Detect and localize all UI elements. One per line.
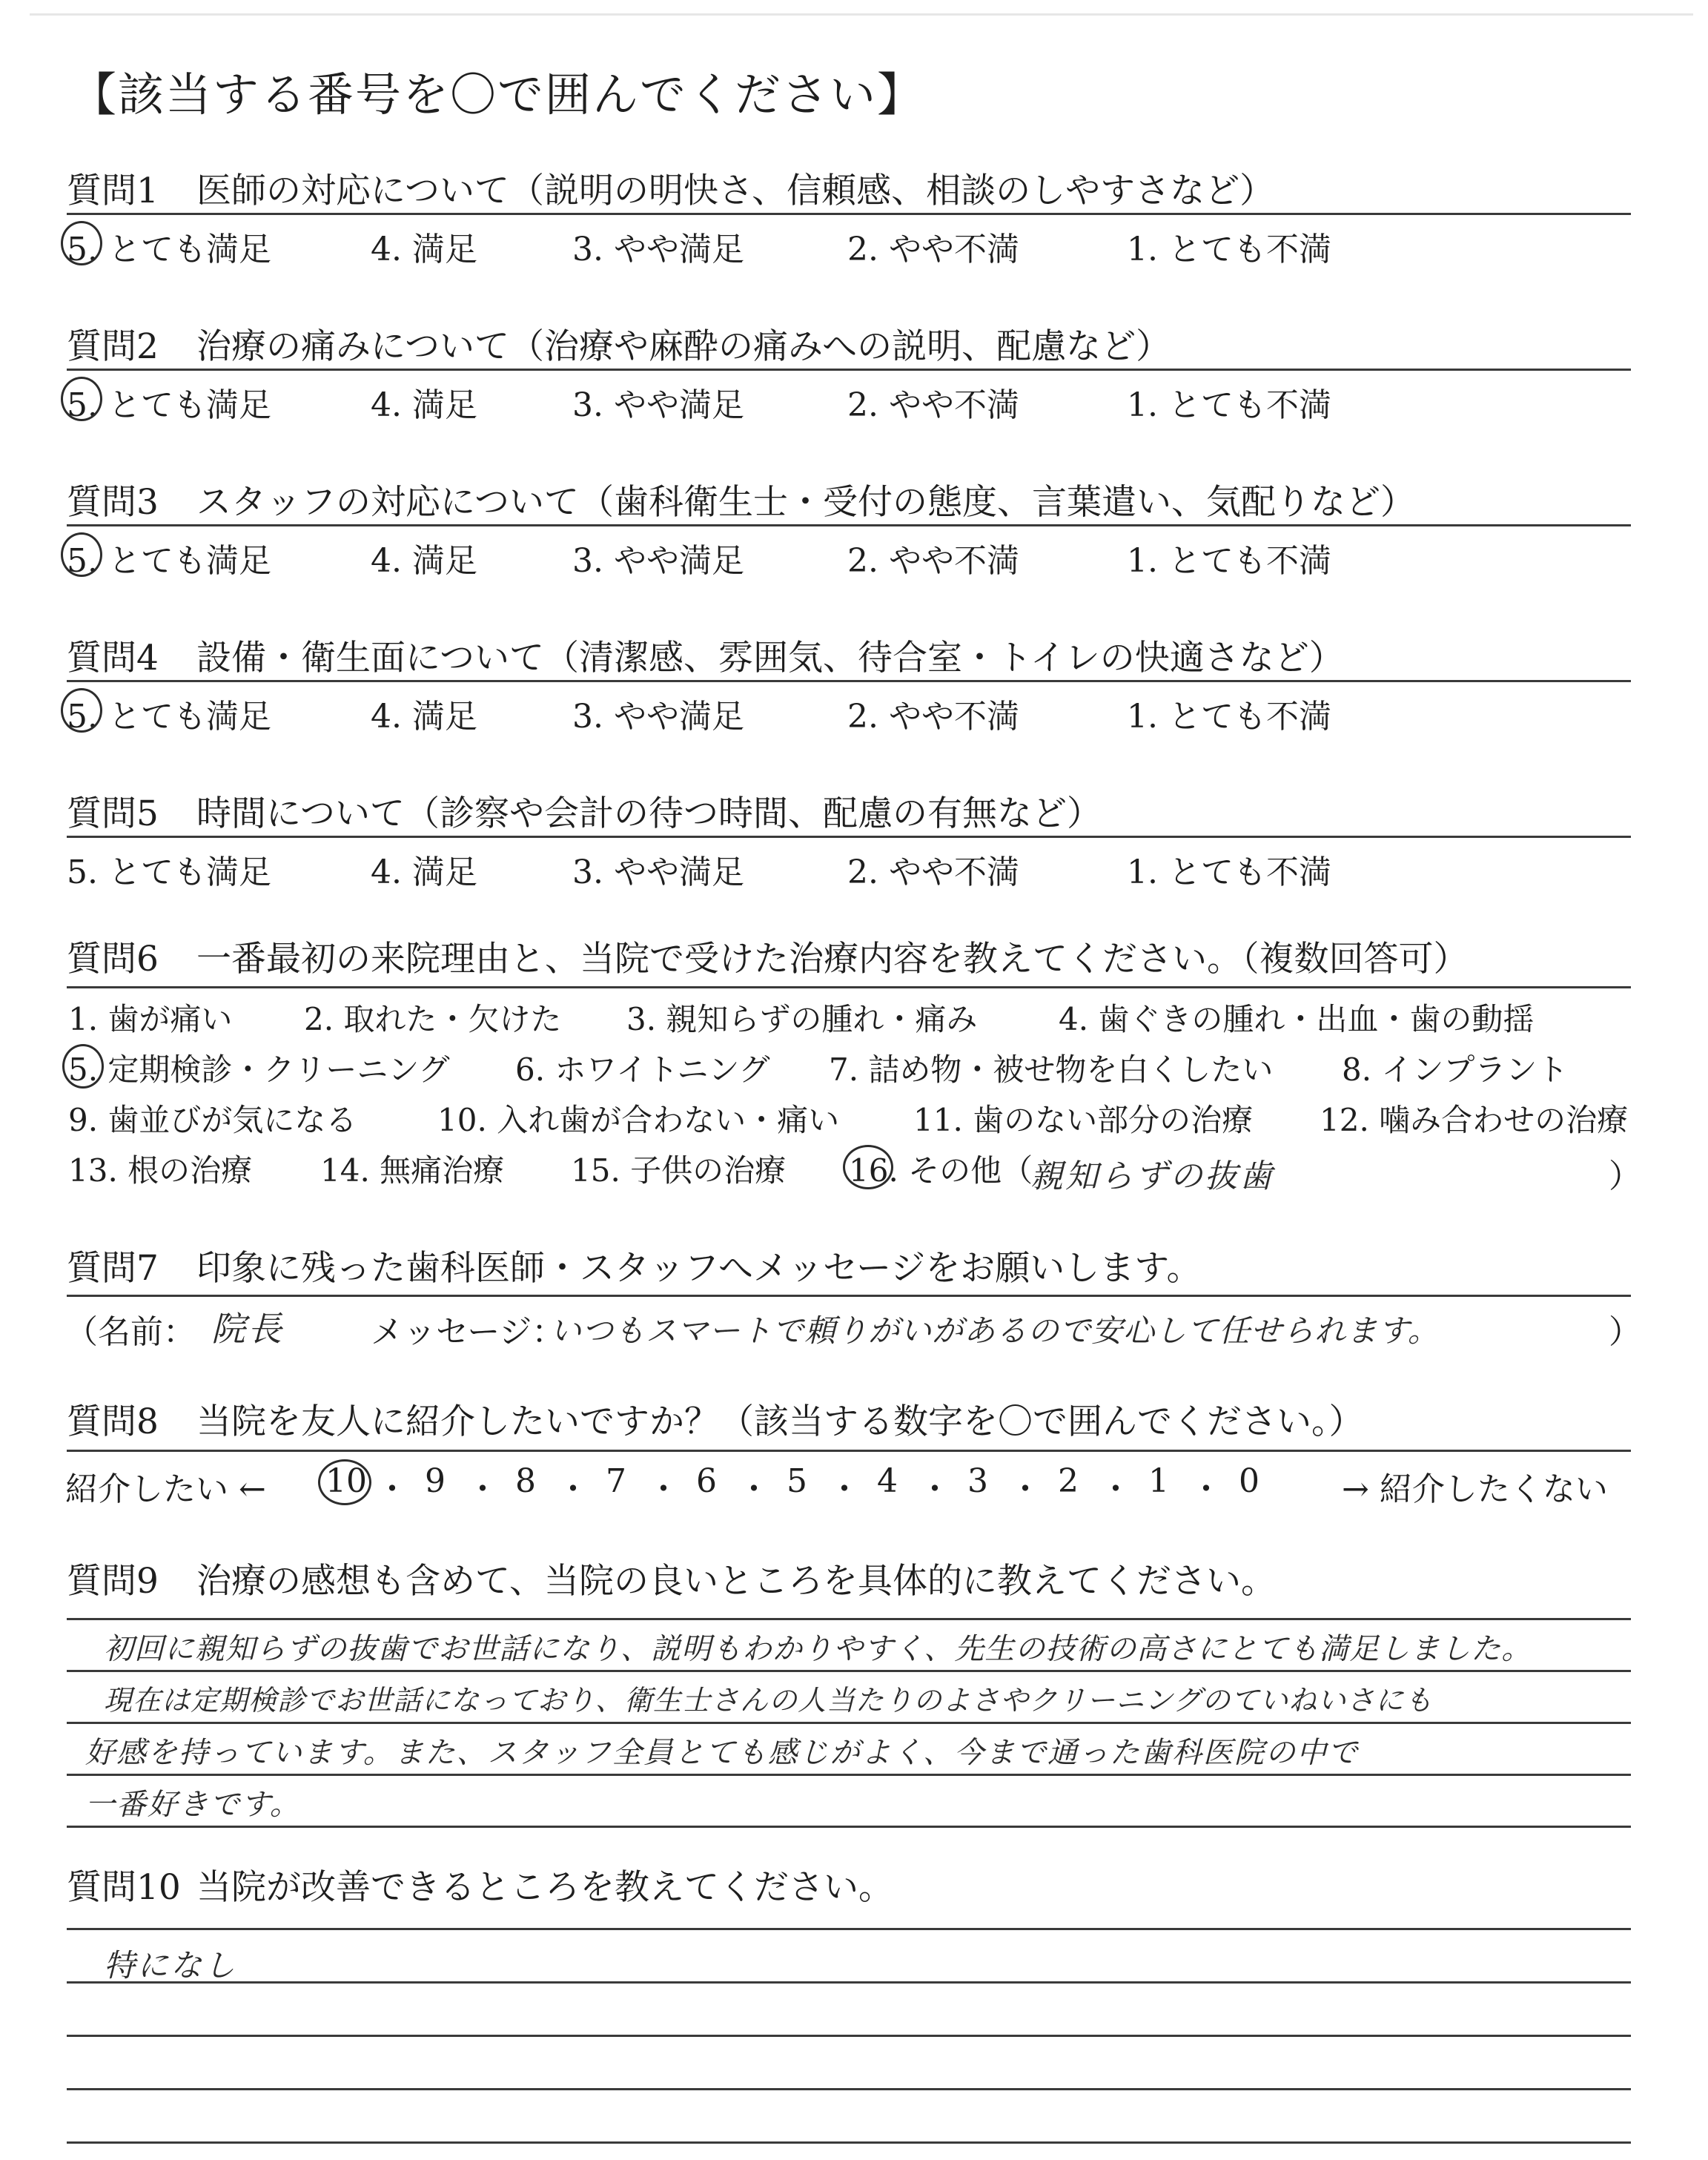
writing-line — [67, 1618, 1631, 1620]
treatment-option[interactable]: 15. 子供の治療 — [571, 1152, 787, 1189]
question-5-number: 質問5 — [67, 793, 159, 834]
scale-value[interactable]: 2 — [1058, 1462, 1079, 1500]
rating-option[interactable]: 3. やや満足 — [572, 542, 744, 580]
scale-separator: ・ — [466, 1470, 499, 1508]
question-7-close-paren: ） — [1609, 1313, 1641, 1351]
question-9-number: 質問9 — [67, 1561, 159, 1602]
rating-option[interactable]: 5. とても満足 — [67, 853, 271, 891]
treatment-option[interactable]: 2. 取れた・欠けた — [304, 1001, 562, 1037]
selection-circle — [61, 221, 102, 265]
question-8-number: 質問8 — [67, 1401, 159, 1442]
rating-option[interactable]: 5. とても満足 — [67, 542, 271, 580]
scale-separator: ・ — [918, 1470, 951, 1508]
treatment-option[interactable]: 1. 歯が痛い — [68, 1001, 233, 1037]
rating-option[interactable]: 5. とても満足 — [67, 386, 271, 424]
scale-value[interactable]: 5 — [787, 1462, 807, 1500]
selection-circle — [61, 532, 102, 577]
scale-separator: ・ — [1099, 1470, 1132, 1508]
rating-option[interactable]: 1. とても不満 — [1127, 853, 1331, 891]
rating-option[interactable]: 2. やや不満 — [847, 853, 1019, 891]
question-3-number: 質問3 — [67, 482, 159, 523]
question-2 — [67, 320, 1631, 374]
selection-circle — [61, 688, 102, 733]
scale-separator: ・ — [1190, 1470, 1222, 1508]
question-2-rule — [67, 369, 1631, 371]
question-6-number: 質問6 — [67, 939, 159, 980]
rating-option[interactable]: 1. とても不満 — [1127, 698, 1331, 736]
writing-line — [67, 2035, 1631, 2037]
name-answer: 院長 — [211, 1309, 284, 1349]
treatment-option[interactable]: 3. 親知らずの腫れ・痛み — [626, 1001, 978, 1037]
rating-option[interactable]: 4. 満足 — [371, 231, 477, 268]
question-10-number: 質問10 — [67, 1867, 181, 1908]
rating-option[interactable]: 4. 満足 — [371, 386, 477, 424]
rating-option[interactable]: 1. とても不満 — [1127, 231, 1331, 268]
question-4-text: 設備・衛生面について（清潔感、雰囲気、待合室・トイレの快適さなど） — [196, 638, 1344, 678]
scale-separator: ・ — [1009, 1470, 1042, 1508]
treatment-option[interactable]: 5. 定期検診・クリーニング — [68, 1051, 450, 1088]
selection-circle — [843, 1145, 893, 1189]
question-7-number: 質問7 — [67, 1248, 159, 1289]
rating-option[interactable]: 2. やや不満 — [847, 698, 1019, 736]
scale-separator: ・ — [376, 1470, 408, 1508]
treatment-option[interactable]: 11. 歯のない部分の治療 — [913, 1102, 1254, 1138]
q10-answer-line: 特になし — [104, 1947, 238, 1984]
scale-value[interactable]: 8 — [515, 1462, 536, 1500]
question-6-rule — [67, 986, 1631, 988]
question-4-number: 質問4 — [67, 638, 159, 678]
q9-answer-line: 好感を持っています。また、スタッフ全員とても感じがよく、今まで通った歯科医院の中で — [85, 1736, 1359, 1770]
question-5 — [67, 787, 1631, 841]
treatment-option[interactable]: 16. その他（ — [849, 1152, 1033, 1189]
question-2-text: 治療の痛みについて（治療や麻酔の痛みへの説明、配慮など） — [196, 326, 1171, 367]
question-10-text: 当院が改善できるところを教えてください。 — [196, 1867, 893, 1908]
writing-line — [67, 1722, 1631, 1724]
scale-value[interactable]: 4 — [877, 1462, 898, 1500]
scale-separator: ・ — [828, 1470, 861, 1508]
rating-option[interactable]: 3. やや満足 — [572, 853, 744, 891]
form-header: 【該当する番号を〇で囲んでください】 — [70, 67, 925, 122]
scale-value[interactable]: 7 — [606, 1462, 626, 1500]
writing-line — [67, 2088, 1631, 2090]
treatment-option[interactable]: 14. 無痛治療 — [320, 1152, 505, 1189]
scale-left-label: 紹介したい ← — [65, 1470, 266, 1508]
question-7-text: 印象に残った歯科医師・スタッフへメッセージをお願いします。 — [196, 1248, 1202, 1289]
writing-line — [67, 1670, 1631, 1672]
q9-answer-line: 初回に親知らずの抜歯でお世話になり、説明もわかりやすく、先生の技術の高さにとても満足しました。 — [104, 1632, 1532, 1666]
scale-value[interactable]: 3 — [967, 1462, 988, 1500]
question-3-rule — [67, 524, 1631, 526]
q9-answer-line: 現在は定期検診でお世話になっており、衛生士さんの人当たりのよさやクリーニングのていねいさにも — [104, 1684, 1434, 1717]
question-10 — [67, 1861, 1631, 1915]
question-4 — [67, 632, 1631, 685]
rating-option[interactable]: 1. とても不満 — [1127, 386, 1331, 424]
selection-circle — [318, 1459, 371, 1505]
question-1 — [67, 165, 1631, 218]
treatment-option[interactable]: 12. 噛み合わせの治療 — [1320, 1102, 1629, 1138]
rating-option[interactable]: 2. やや不満 — [847, 542, 1019, 580]
scale-value[interactable]: 9 — [425, 1462, 446, 1500]
writing-line — [67, 1981, 1631, 1984]
scale-value[interactable]: 6 — [696, 1462, 717, 1500]
question-7-rule — [67, 1295, 1631, 1297]
q9-answer-line: 一番好きです。 — [85, 1788, 301, 1822]
rating-option[interactable]: 5. とても満足 — [67, 698, 271, 736]
question-4-rule — [67, 680, 1631, 682]
rating-option[interactable]: 2. やや不満 — [847, 231, 1019, 268]
scale-value[interactable]: 10 — [325, 1462, 367, 1500]
rating-option[interactable]: 2. やや不満 — [847, 386, 1019, 424]
question-7 — [67, 1242, 1631, 1295]
question-6 — [67, 933, 1631, 986]
message-answer: いつもスマートで頼りがいがあるので安心して任せられます。 — [550, 1312, 1440, 1349]
rating-option[interactable]: 5. とても満足 — [67, 231, 271, 268]
question-5-text: 時間について（診察や会計の待つ時間、配慮の有無など） — [196, 793, 1102, 834]
treatment-option[interactable]: 13. 根の治療 — [68, 1152, 253, 1189]
treatment-option[interactable]: 7. 詰め物・被せ物を白くしたい — [829, 1051, 1274, 1088]
message-label: メッセージ： — [371, 1313, 565, 1351]
rating-option[interactable]: 4. 満足 — [371, 698, 477, 736]
selection-circle — [61, 377, 102, 421]
scale-separator: ・ — [647, 1470, 680, 1508]
scale-separator: ・ — [557, 1470, 589, 1508]
question-2-number: 質問2 — [67, 326, 159, 367]
treatment-option[interactable]: 6. ホワイトニング — [515, 1051, 770, 1088]
selection-circle — [62, 1044, 104, 1089]
question-5-rule — [67, 836, 1631, 838]
question-8-text: 当院を友人に紹介したいですか？（該当する数字を〇で囲んでください。） — [196, 1401, 1364, 1442]
scale-value[interactable]: 1 — [1148, 1462, 1169, 1500]
writing-line — [67, 1774, 1631, 1776]
question-1-rule — [67, 213, 1631, 215]
writing-line — [67, 1928, 1631, 1930]
treatment-option[interactable]: 4. 歯ぐきの腫れ・出血・歯の動揺 — [1059, 1001, 1535, 1037]
treatment-option[interactable]: 10. 入れ歯が合わない・痛い — [437, 1102, 840, 1138]
scale-value[interactable]: 0 — [1239, 1462, 1260, 1500]
question-9 — [67, 1555, 1631, 1608]
writing-line — [67, 2141, 1631, 2144]
question-6-other-answer: 親知らずの抜歯 — [1030, 1157, 1274, 1195]
top-border — [30, 13, 1693, 16]
scale-separator: ・ — [738, 1470, 770, 1508]
rating-option[interactable]: 4. 満足 — [371, 542, 477, 580]
question-3 — [67, 476, 1631, 529]
writing-line — [67, 1826, 1631, 1828]
question-6-text: 一番最初の来院理由と、当院で受けた治療内容を教えてください。（複数回答可） — [196, 939, 1469, 980]
rating-option[interactable]: 3. やや満足 — [572, 231, 744, 268]
question-6-close-paren: ） — [1609, 1157, 1641, 1195]
question-8-rule — [67, 1450, 1631, 1452]
treatment-option[interactable]: 9. 歯並びが気になる — [68, 1102, 357, 1138]
question-3-text: スタッフの対応について（歯科衛生士・受付の態度、言葉遣い、気配りなど） — [196, 482, 1416, 523]
question-1-text: 医師の対応について（説明の明快さ、信頼感、相談のしやすさなど） — [196, 171, 1275, 211]
question-1-number: 質問1 — [67, 171, 159, 211]
rating-option[interactable]: 3. やや満足 — [572, 386, 744, 424]
rating-option[interactable]: 4. 満足 — [371, 853, 477, 891]
treatment-option[interactable]: 8. インプラント — [1342, 1051, 1569, 1088]
question-8 — [67, 1396, 1631, 1449]
scale-right-label: → 紹介したくない — [1342, 1470, 1608, 1508]
name-label: （名前： — [65, 1313, 196, 1351]
question-9-text: 治療の感想も含めて、当院の良いところを具体的に教えてください。 — [196, 1561, 1277, 1602]
rating-option[interactable]: 1. とても不満 — [1127, 542, 1331, 580]
rating-option[interactable]: 3. やや満足 — [572, 698, 744, 736]
